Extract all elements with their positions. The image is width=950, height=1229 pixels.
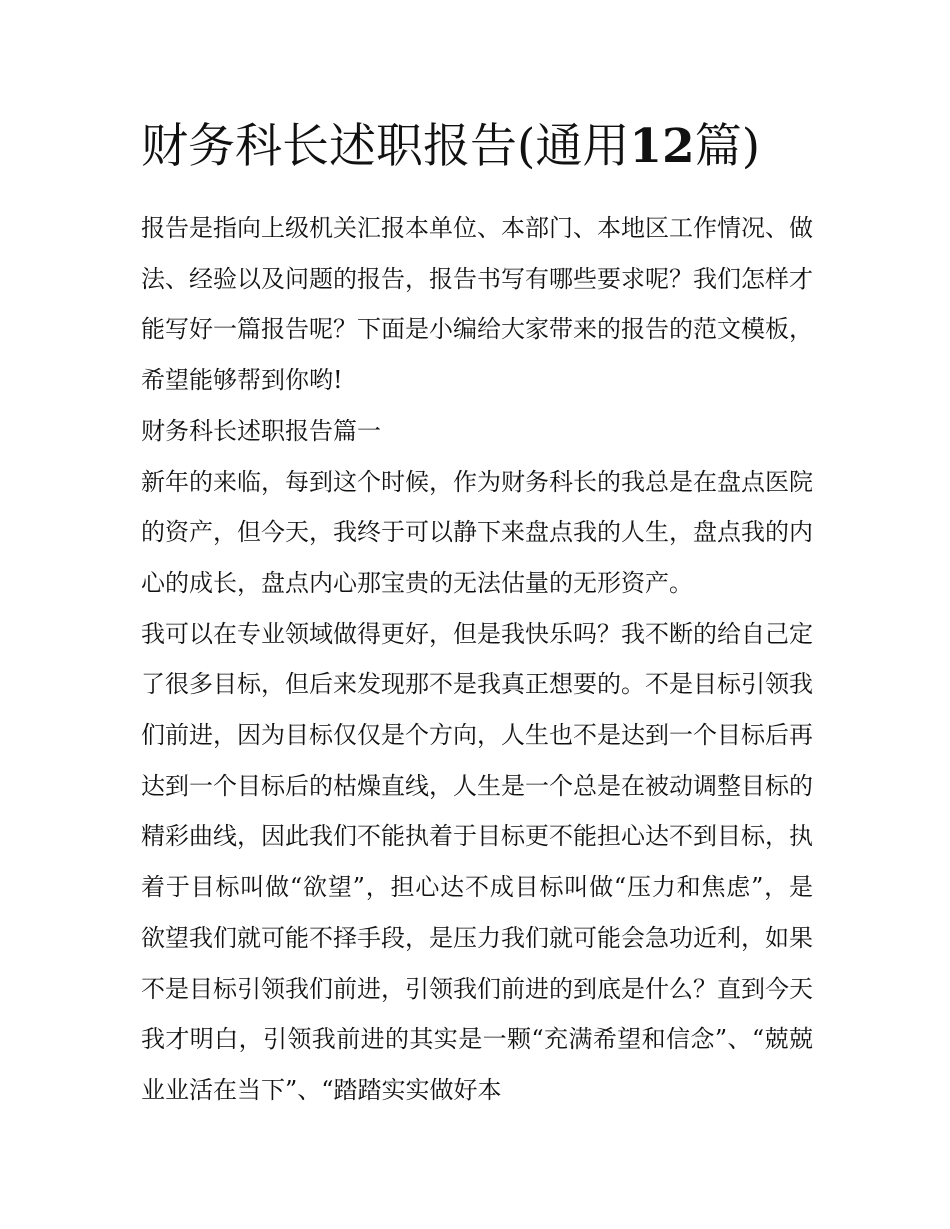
document-content [141,112,813,1116]
title-prefix: 财务科长述职报告(通用 [141,119,630,174]
intro-paragraph: 报告是指向上级机关汇报本单位、本部门、本地区工作情况、做法、经验以及问题的报告，报告书写有哪些要求呢？我们怎样才能写好一篇报告呢？下面是小编给大家带来的报告的范文模板，希望能够帮到你哟! [141,214,813,395]
body-paragraph-1: 新年的来临，每到这个时候，作为财务科长的我总是在盘点医院的资产，但今天，我终于可以静下来盘点我的人生，盘点我的内心的成长，盘点内心那宝贵的无法估量的无形资产。 [141,467,813,597]
document-title [141,112,813,182]
title-suffix: 篇) [694,119,761,174]
title-number: 12 [629,119,695,174]
section-heading: 财务科长述职报告篇一 [141,416,381,445]
body-paragraph-2: 我可以在专业领域做得更好，但是我快乐吗？我不断的给自己定了很多目标，但后来发现那不是我真正想要的。不是目标引领我们前进，因为目标仅仅是个方向，人生也不是达到一个目标后再达到一个目标后的枯燥直线，人生是一个总是在被动调整目标的精彩曲线，因此我们不能执着于目标更不能担心达不到目标，执着于目标叫做“欲望”，担心达不成目标叫做“压力和焦虑”，是欲望我们就可能不择手段，是压力我们就可能会急功近利，如果不是目标引领我们前进，引领我们前进的到底是什么？直到今天我才明白，引领我前进的其实是一颗“充满希望和信念”、“兢兢业业活在当下”、“踏踏实实做好本 [141,619,813,1104]
